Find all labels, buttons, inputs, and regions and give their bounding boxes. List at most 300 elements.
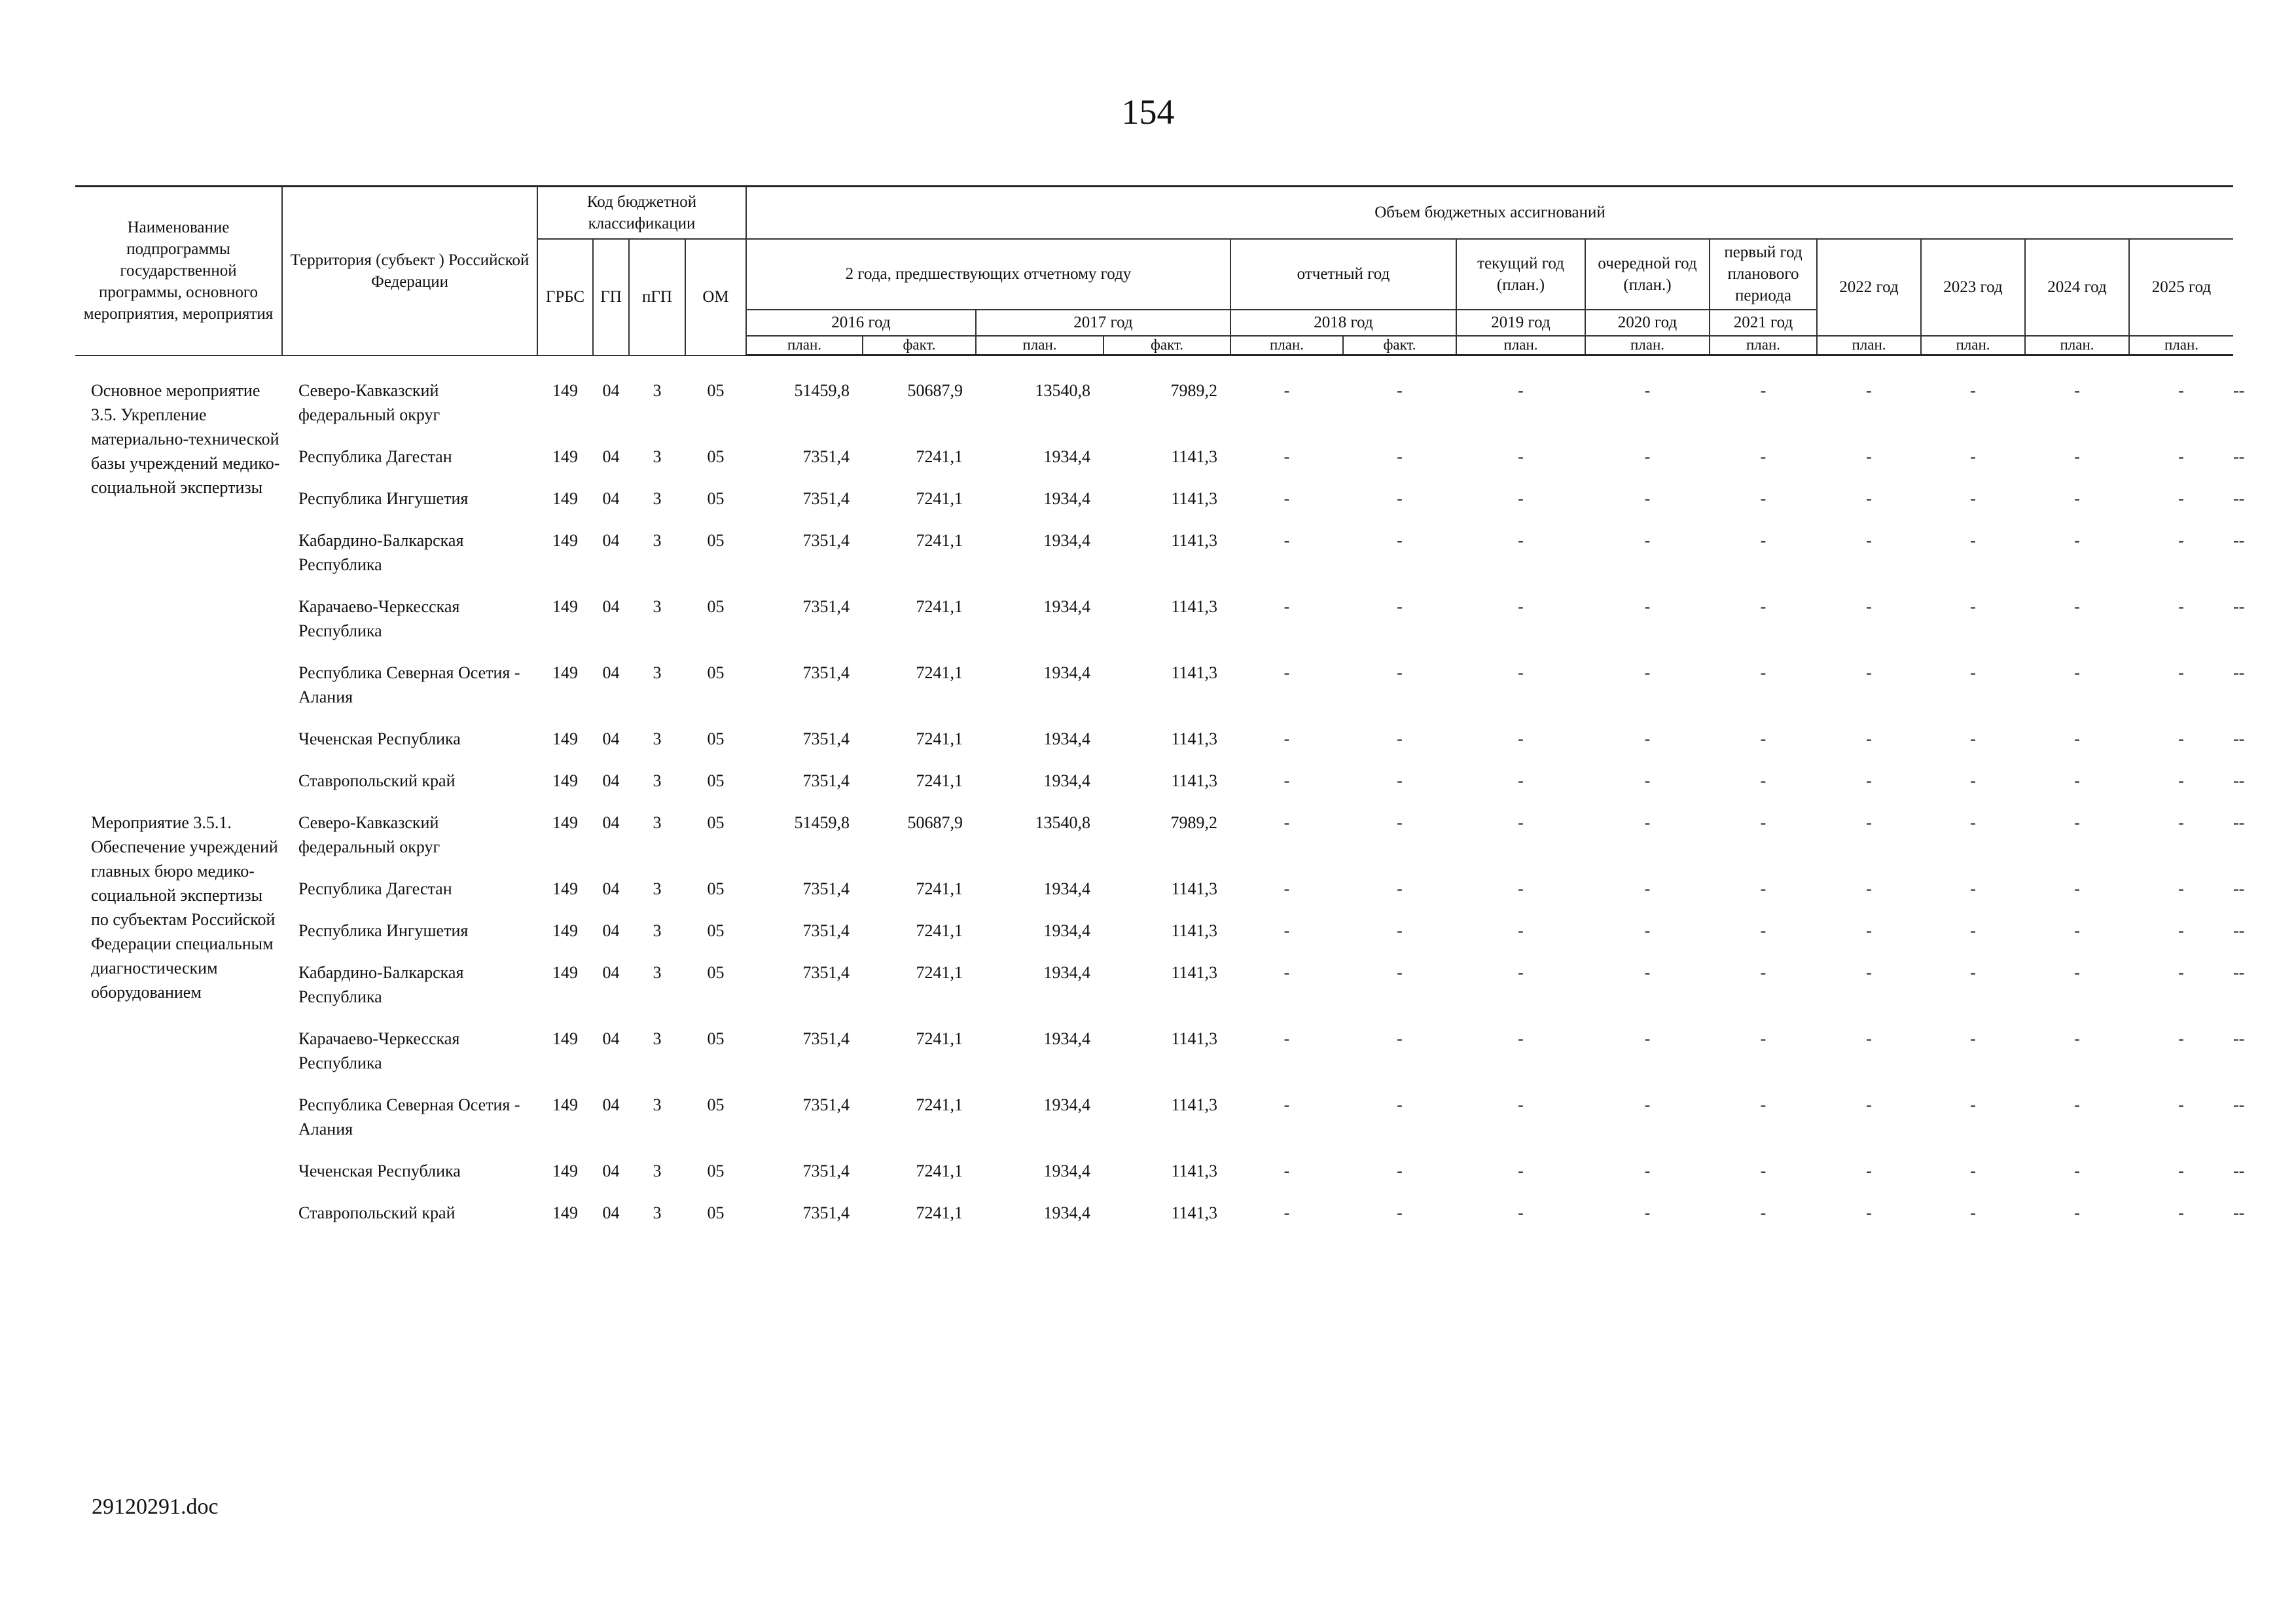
table-row: [75, 1159, 2244, 1201]
om-cell: 05: [707, 921, 725, 940]
table-row: [75, 877, 2244, 919]
unit-plan: план.: [2129, 336, 2233, 356]
v2017f-cell: 1141,3: [1171, 1029, 1217, 1048]
empty-value-dash: -: [1970, 1095, 1976, 1114]
empty-value-dash: -: [1866, 447, 1872, 466]
territory-cell: Республика Ингушетия: [298, 489, 469, 508]
unit-plan: план.: [746, 336, 863, 356]
v2016p-cell: 7351,4: [802, 1161, 850, 1180]
header-first-plan-year: первый год планового периода: [1710, 239, 1817, 310]
om-cell: 05: [707, 729, 725, 748]
empty-value-dash: -: [2233, 531, 2239, 550]
table-row: [75, 727, 2244, 769]
table-row: [75, 486, 2244, 528]
empty-value-dash: -: [1866, 381, 1872, 400]
empty-value-dash: -: [1397, 963, 1403, 982]
unit-plan: план.: [1230, 336, 1343, 356]
table-row: [75, 919, 2244, 960]
v2016p-cell: 7351,4: [802, 729, 850, 748]
empty-value-dash: -: [1283, 381, 1290, 400]
empty-value-dash: -: [2074, 597, 2080, 616]
empty-value-dash: -: [2238, 813, 2245, 832]
v2016p-cell: 7351,4: [802, 963, 850, 982]
om-cell: 05: [707, 1029, 725, 1048]
empty-value-dash: -: [1644, 963, 1651, 982]
document-filename: 29120291.doc: [92, 1495, 219, 1519]
v2016p-cell: 7351,4: [802, 771, 850, 790]
empty-value-dash: -: [2074, 447, 2080, 466]
header-2024: 2024 год: [2025, 239, 2129, 336]
empty-value-dash: -: [1518, 879, 1524, 898]
v2017p-cell: 1934,4: [1043, 771, 1090, 790]
gp-cell: 04: [602, 963, 620, 982]
grbs-cell: 149: [552, 813, 578, 832]
v2017p-cell: 1934,4: [1043, 531, 1090, 550]
empty-value-dash: -: [2178, 531, 2184, 550]
empty-value-dash: -: [1397, 597, 1403, 616]
empty-value-dash: -: [1970, 879, 1976, 898]
grbs-cell: 149: [552, 597, 578, 616]
empty-value-dash: -: [2233, 663, 2239, 682]
empty-value-dash: -: [1283, 663, 1290, 682]
empty-value-dash: -: [2074, 963, 2080, 982]
v2017p-cell: 13540,8: [1035, 813, 1090, 832]
empty-value-dash: -: [2178, 489, 2184, 508]
territory-cell: Северо-Кавказский федеральный округ: [298, 813, 440, 856]
om-cell: 05: [707, 1095, 725, 1114]
table-row: [75, 1027, 2244, 1093]
pgp-cell: 3: [653, 879, 662, 898]
v2016f-cell: 7241,1: [916, 447, 963, 466]
table-row: [75, 661, 2244, 727]
pgp-cell: 3: [653, 813, 662, 832]
empty-value-dash: -: [1760, 1203, 1767, 1222]
empty-value-dash: -: [1644, 921, 1651, 940]
grbs-cell: 149: [552, 1203, 578, 1222]
empty-value-dash: -: [1866, 963, 1872, 982]
territory-cell: Карачаево-Черкесская Республика: [298, 1029, 460, 1072]
empty-value-dash: -: [2178, 663, 2184, 682]
territory-cell: Республика Северная Осетия - Алания: [298, 1095, 520, 1139]
empty-value-dash: -: [1866, 1203, 1872, 1222]
empty-value-dash: -: [1283, 1029, 1290, 1048]
header-2019: 2019 год: [1456, 310, 1585, 336]
empty-value-dash: -: [1397, 1095, 1403, 1114]
v2016p-cell: 51459,8: [794, 381, 850, 400]
empty-value-dash: -: [1866, 813, 1872, 832]
empty-value-dash: -: [1397, 1203, 1403, 1222]
territory-cell: Республика Северная Осетия - Алания: [298, 663, 520, 706]
pgp-cell: 3: [653, 489, 662, 508]
pgp-cell: 3: [653, 1029, 662, 1048]
grbs-cell: 149: [552, 663, 578, 682]
header-grbs: ГРБС: [537, 239, 593, 356]
empty-value-dash: -: [1760, 963, 1767, 982]
empty-value-dash: -: [1397, 447, 1403, 466]
gp-cell: 04: [602, 921, 620, 940]
empty-value-dash: -: [1518, 531, 1524, 550]
empty-value-dash: -: [1518, 1029, 1524, 1048]
gp-cell: 04: [602, 447, 620, 466]
empty-value-dash: -: [2233, 921, 2239, 940]
grbs-cell: 149: [552, 381, 578, 400]
v2016f-cell: 7241,1: [916, 963, 963, 982]
om-cell: 05: [707, 963, 725, 982]
empty-value-dash: -: [1397, 729, 1403, 748]
om-cell: 05: [707, 447, 725, 466]
empty-value-dash: -: [2238, 771, 2245, 790]
v2017f-cell: 1141,3: [1171, 771, 1217, 790]
v2016p-cell: 7351,4: [802, 663, 850, 682]
empty-value-dash: -: [1760, 447, 1767, 466]
v2016p-cell: 7351,4: [802, 1203, 850, 1222]
table-row: [75, 445, 2244, 486]
v2016p-cell: 51459,8: [794, 813, 850, 832]
empty-value-dash: -: [2178, 447, 2184, 466]
empty-value-dash: -: [1283, 813, 1290, 832]
territory-cell: Республика Ингушетия: [298, 921, 469, 940]
unit-fact: факт.: [863, 336, 976, 356]
empty-value-dash: -: [1397, 813, 1403, 832]
empty-value-dash: -: [1866, 1095, 1872, 1114]
unit-plan: план.: [1817, 336, 1921, 356]
pgp-cell: 3: [653, 1203, 662, 1222]
gp-cell: 04: [602, 1203, 620, 1222]
empty-value-dash: -: [1760, 381, 1767, 400]
v2017p-cell: 1934,4: [1043, 1203, 1090, 1222]
pgp-cell: 3: [653, 663, 662, 682]
v2017p-cell: 1934,4: [1043, 879, 1090, 898]
empty-value-dash: -: [2074, 381, 2080, 400]
v2017p-cell: 13540,8: [1035, 381, 1090, 400]
empty-value-dash: -: [2074, 771, 2080, 790]
territory-cell: Карачаево-Черкесская Республика: [298, 597, 460, 640]
gp-cell: 04: [602, 531, 620, 550]
v2017p-cell: 1934,4: [1043, 963, 1090, 982]
v2017p-cell: 1934,4: [1043, 489, 1090, 508]
empty-value-dash: -: [1760, 531, 1767, 550]
empty-value-dash: -: [1970, 663, 1976, 682]
v2017f-cell: 1141,3: [1171, 729, 1217, 748]
empty-value-dash: -: [1644, 771, 1651, 790]
empty-value-dash: -: [1518, 447, 1524, 466]
v2016f-cell: 7241,1: [916, 1095, 963, 1114]
v2016f-cell: 7241,1: [916, 879, 963, 898]
empty-value-dash: -: [2233, 813, 2239, 832]
territory-cell: Кабардино-Балкарская Республика: [298, 963, 464, 1006]
empty-value-dash: -: [1518, 489, 1524, 508]
v2017f-cell: 1141,3: [1171, 447, 1217, 466]
empty-value-dash: -: [1970, 1161, 1976, 1180]
empty-value-dash: -: [1866, 531, 1872, 550]
grbs-cell: 149: [552, 963, 578, 982]
empty-value-dash: -: [1970, 729, 1976, 748]
table-row: [75, 1201, 2244, 1243]
v2017f-cell: 1141,3: [1171, 597, 1217, 616]
empty-value-dash: -: [1760, 489, 1767, 508]
om-cell: 05: [707, 489, 725, 508]
v2017f-cell: 7989,2: [1170, 813, 1217, 832]
empty-value-dash: -: [2238, 963, 2245, 982]
table-body: [75, 356, 2244, 1243]
v2016p-cell: 7351,4: [802, 921, 850, 940]
v2017p-cell: 1934,4: [1043, 1029, 1090, 1048]
territory-cell: Республика Дагестан: [298, 447, 452, 466]
empty-value-dash: -: [2178, 729, 2184, 748]
v2016p-cell: 7351,4: [802, 489, 850, 508]
activity-name: Основное мероприятие 3.5. Укрепление материально-технической базы учреждений медико-социальной экспертизы: [91, 381, 280, 497]
header-name-column: Наименование подпрограммы государственной программы, основного мероприятия, мероприятия: [75, 187, 282, 356]
empty-value-dash: -: [2233, 1203, 2239, 1222]
pgp-cell: 3: [653, 531, 662, 550]
pgp-cell: 3: [653, 963, 662, 982]
empty-value-dash: -: [2178, 597, 2184, 616]
v2017p-cell: 1934,4: [1043, 663, 1090, 682]
empty-value-dash: -: [1760, 879, 1767, 898]
v2016f-cell: 7241,1: [916, 597, 963, 616]
empty-value-dash: -: [2074, 1161, 2080, 1180]
header-current-year: текущий год (план.): [1456, 239, 1585, 310]
pgp-cell: 3: [653, 921, 662, 940]
empty-value-dash: -: [2238, 597, 2245, 616]
empty-value-dash: -: [1760, 813, 1767, 832]
header-2022: 2022 год: [1817, 239, 1921, 336]
empty-value-dash: -: [1644, 381, 1651, 400]
empty-value-dash: -: [1518, 1203, 1524, 1222]
v2017p-cell: 1934,4: [1043, 1095, 1090, 1114]
empty-value-dash: -: [1518, 963, 1524, 982]
empty-value-dash: -: [1644, 813, 1651, 832]
v2016p-cell: 7351,4: [802, 597, 850, 616]
empty-value-dash: -: [1866, 597, 1872, 616]
empty-value-dash: -: [1518, 729, 1524, 748]
empty-value-dash: -: [1518, 381, 1524, 400]
empty-value-dash: -: [2074, 921, 2080, 940]
empty-value-dash: -: [1760, 663, 1767, 682]
header-budget-code: Код бюджетной классификации: [537, 187, 746, 239]
empty-value-dash: -: [2233, 1161, 2239, 1180]
om-cell: 05: [707, 381, 725, 400]
empty-value-dash: -: [1866, 489, 1872, 508]
gp-cell: 04: [602, 813, 620, 832]
unit-plan: план.: [1456, 336, 1585, 356]
empty-value-dash: -: [1970, 813, 1976, 832]
empty-value-dash: -: [1518, 597, 1524, 616]
empty-value-dash: -: [1518, 1095, 1524, 1114]
empty-value-dash: -: [2074, 531, 2080, 550]
table-row: [75, 528, 2244, 594]
pgp-cell: 3: [653, 771, 662, 790]
empty-value-dash: -: [2233, 963, 2239, 982]
empty-value-dash: -: [1644, 531, 1651, 550]
grbs-cell: 149: [552, 921, 578, 940]
unit-plan: план.: [2025, 336, 2129, 356]
empty-value-dash: -: [1644, 489, 1651, 508]
unit-plan: план.: [1710, 336, 1817, 356]
empty-value-dash: -: [1970, 963, 1976, 982]
v2017f-cell: 1141,3: [1171, 531, 1217, 550]
empty-value-dash: -: [1760, 1161, 1767, 1180]
om-cell: 05: [707, 879, 725, 898]
empty-value-dash: -: [2238, 921, 2245, 940]
v2016p-cell: 7351,4: [802, 879, 850, 898]
om-cell: 05: [707, 1203, 725, 1222]
om-cell: 05: [707, 771, 725, 790]
grbs-cell: 149: [552, 729, 578, 748]
empty-value-dash: -: [2074, 879, 2080, 898]
empty-value-dash: -: [2238, 531, 2245, 550]
header-prev-two-years: 2 года, предшествующих отчетному году: [746, 239, 1230, 310]
empty-value-dash: -: [2178, 381, 2184, 400]
om-cell: 05: [707, 813, 725, 832]
empty-value-dash: -: [1970, 489, 1976, 508]
unit-plan: план.: [976, 336, 1103, 356]
empty-value-dash: -: [2233, 879, 2239, 898]
territory-cell: Ставропольский край: [298, 1203, 456, 1222]
pgp-cell: 3: [653, 381, 662, 400]
empty-value-dash: -: [1866, 771, 1872, 790]
v2017p-cell: 1934,4: [1043, 921, 1090, 940]
empty-value-dash: -: [1760, 921, 1767, 940]
gp-cell: 04: [602, 1095, 620, 1114]
pgp-cell: 3: [653, 597, 662, 616]
empty-value-dash: -: [2238, 447, 2245, 466]
header-budget-volume: Объем бюджетных ассигнований: [746, 187, 2233, 239]
page-number: 154: [1121, 92, 1175, 132]
empty-value-dash: -: [2178, 1203, 2184, 1222]
empty-value-dash: -: [1518, 771, 1524, 790]
empty-value-dash: -: [1283, 729, 1290, 748]
empty-value-dash: -: [1283, 963, 1290, 982]
v2017f-cell: 1141,3: [1171, 663, 1217, 682]
header-2016: 2016 год: [746, 310, 976, 336]
gp-cell: 04: [602, 663, 620, 682]
empty-value-dash: -: [2238, 1095, 2245, 1114]
gp-cell: 04: [602, 879, 620, 898]
empty-value-dash: -: [2238, 1029, 2245, 1048]
v2016f-cell: 7241,1: [916, 663, 963, 682]
v2016p-cell: 7351,4: [802, 531, 850, 550]
empty-value-dash: -: [1970, 381, 1976, 400]
header-om: ОМ: [685, 239, 746, 356]
empty-value-dash: -: [1760, 1029, 1767, 1048]
table-header: [75, 187, 2244, 356]
v2016f-cell: 7241,1: [916, 771, 963, 790]
empty-value-dash: -: [1866, 1029, 1872, 1048]
v2017p-cell: 1934,4: [1043, 729, 1090, 748]
v2016f-cell: 7241,1: [916, 1203, 963, 1222]
empty-value-dash: -: [2178, 879, 2184, 898]
activity-name: Мероприятие 3.5.1. Обеспечение учреждений главных бюро медико-социальной экспертизы по субъектам Российской Федерации специальным диагностическим оборудованием: [91, 813, 278, 1002]
empty-value-dash: -: [1283, 1161, 1290, 1180]
v2016f-cell: 7241,1: [916, 531, 963, 550]
empty-value-dash: -: [1397, 1161, 1403, 1180]
pgp-cell: 3: [653, 1161, 662, 1180]
empty-value-dash: -: [1970, 1029, 1976, 1048]
empty-value-dash: -: [1970, 447, 1976, 466]
empty-value-dash: -: [1518, 663, 1524, 682]
empty-value-dash: -: [2238, 1161, 2245, 1180]
empty-value-dash: -: [1283, 447, 1290, 466]
empty-value-dash: -: [2178, 1029, 2184, 1048]
v2017f-cell: 1141,3: [1171, 489, 1217, 508]
empty-value-dash: -: [1970, 597, 1976, 616]
gp-cell: 04: [602, 1029, 620, 1048]
pgp-cell: 3: [653, 1095, 662, 1114]
empty-value-dash: -: [1644, 663, 1651, 682]
budget-table: [75, 185, 2245, 1243]
empty-value-dash: -: [1397, 489, 1403, 508]
empty-value-dash: -: [1397, 771, 1403, 790]
om-cell: 05: [707, 531, 725, 550]
empty-value-dash: -: [2238, 663, 2245, 682]
table-row: [75, 811, 2244, 877]
gp-cell: 04: [602, 1161, 620, 1180]
v2016p-cell: 7351,4: [802, 1095, 850, 1114]
unit-plan: план.: [1585, 336, 1710, 356]
gp-cell: 04: [602, 381, 620, 400]
empty-value-dash: -: [1970, 1203, 1976, 1222]
om-cell: 05: [707, 663, 725, 682]
v2016p-cell: 7351,4: [802, 1029, 850, 1048]
v2016f-cell: 7241,1: [916, 1029, 963, 1048]
header-2025: 2025 год: [2129, 239, 2233, 336]
header-2018: 2018 год: [1230, 310, 1456, 336]
table-row: [75, 769, 2244, 811]
empty-value-dash: -: [1397, 921, 1403, 940]
header-report-year: отчетный год: [1230, 239, 1456, 310]
empty-value-dash: -: [1760, 1095, 1767, 1114]
v2016p-cell: 7351,4: [802, 447, 850, 466]
territory-cell: Чеченская Республика: [298, 1161, 461, 1180]
empty-value-dash: -: [2233, 447, 2239, 466]
om-cell: 05: [707, 1161, 725, 1180]
empty-value-dash: -: [1970, 771, 1976, 790]
header-territory-column: Территория (субъект ) Российской Федерации: [282, 187, 537, 356]
v2017f-cell: 1141,3: [1171, 1203, 1217, 1222]
empty-value-dash: -: [2178, 963, 2184, 982]
table-row: [75, 1093, 2244, 1159]
empty-value-dash: -: [1283, 879, 1290, 898]
empty-value-dash: -: [1866, 1161, 1872, 1180]
empty-value-dash: -: [1397, 381, 1403, 400]
empty-value-dash: -: [1970, 921, 1976, 940]
empty-value-dash: -: [2074, 729, 2080, 748]
grbs-cell: 149: [552, 1095, 578, 1114]
om-cell: 05: [707, 597, 725, 616]
empty-value-dash: -: [1283, 489, 1290, 508]
empty-value-dash: -: [1760, 597, 1767, 616]
empty-value-dash: -: [1397, 531, 1403, 550]
empty-value-dash: -: [2238, 381, 2245, 400]
empty-value-dash: -: [1644, 597, 1651, 616]
grbs-cell: 149: [552, 489, 578, 508]
grbs-cell: 149: [552, 771, 578, 790]
empty-value-dash: -: [1397, 663, 1403, 682]
empty-value-dash: -: [2178, 921, 2184, 940]
v2017f-cell: 1141,3: [1171, 1161, 1217, 1180]
unit-fact: факт.: [1103, 336, 1230, 356]
empty-value-dash: -: [2074, 813, 2080, 832]
empty-value-dash: -: [1644, 1029, 1651, 1048]
empty-value-dash: -: [1970, 531, 1976, 550]
empty-value-dash: -: [1518, 921, 1524, 940]
grbs-cell: 149: [552, 1029, 578, 1048]
header-2017: 2017 год: [976, 310, 1230, 336]
v2016f-cell: 50687,9: [907, 813, 963, 832]
header-2020: 2020 год: [1585, 310, 1710, 336]
empty-value-dash: -: [2238, 1203, 2245, 1222]
